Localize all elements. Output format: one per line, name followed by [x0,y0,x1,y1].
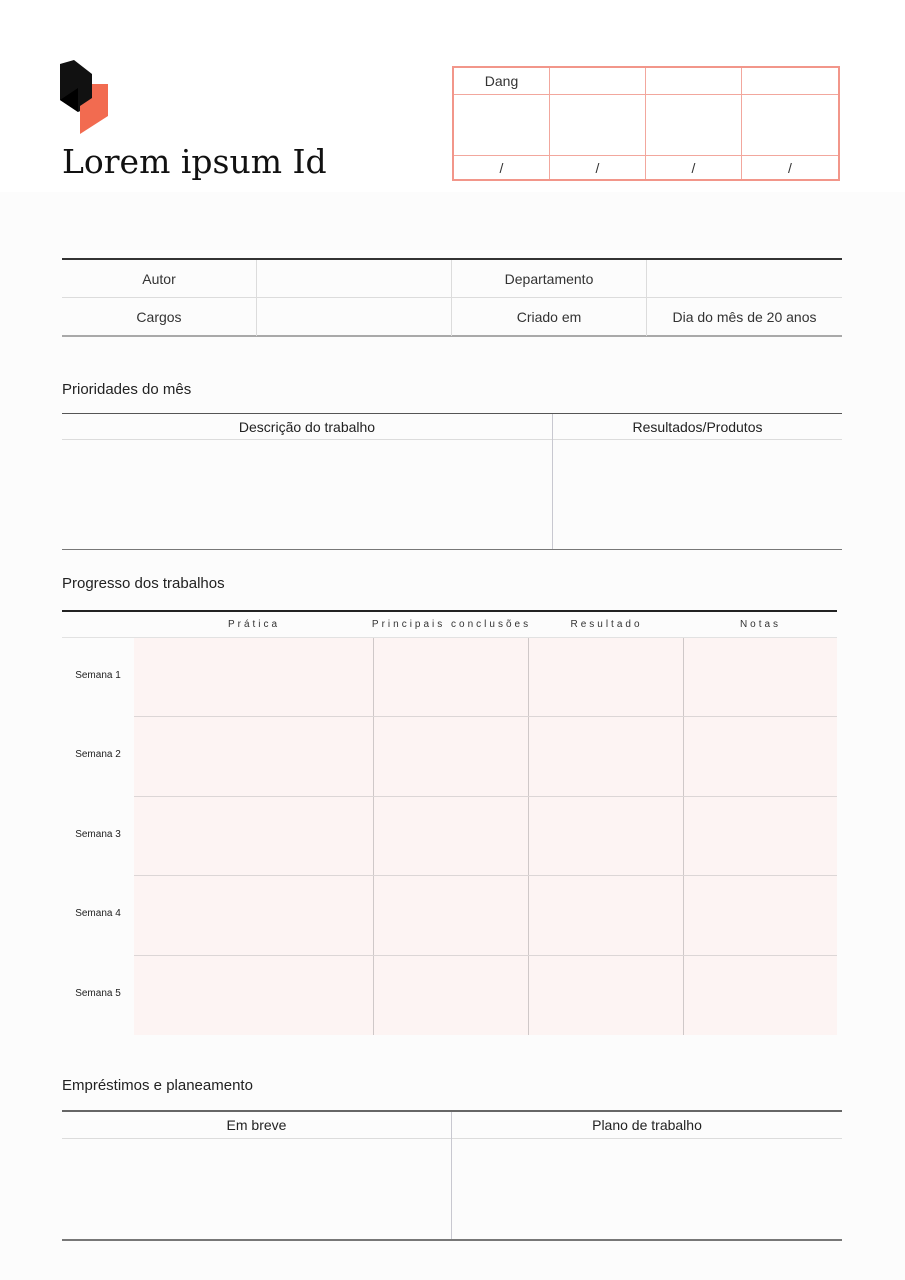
stamp-date-cell[interactable]: / [550,156,646,179]
column-header: Resultados/Produtos [553,414,842,440]
column-header: Em breve [62,1112,451,1139]
stamp-signature-cell[interactable] [646,95,742,156]
column-header: Plano de trabalho [452,1112,842,1139]
info-table [62,258,842,337]
loans-table [62,1110,842,1241]
stamp-header-cell [550,68,646,95]
stamp-signature-cell[interactable] [454,95,550,156]
week-label: Semana 1 [75,670,121,681]
progress-title: Progresso dos trabalhos [62,575,225,592]
author-value[interactable] [257,260,452,298]
role-label: Cargos [62,298,257,336]
document-title: Lorem ipsum Id [62,142,327,181]
role-value[interactable] [257,298,452,336]
department-label: Departamento [452,260,647,298]
work-plan-cell[interactable] [452,1139,842,1239]
column-divider [373,638,374,1035]
column-header: Descrição do trabalho [62,414,552,440]
stamp-header-cell [646,68,742,95]
stamp-header-cell [742,68,838,95]
week-label: Semana 5 [75,988,121,999]
author-label: Autor [62,260,257,298]
row-divider [134,796,837,797]
stamp-date-cell[interactable]: / [788,159,792,176]
results-cell[interactable] [553,440,842,549]
column-header: Notas [739,619,782,630]
upcoming-cell[interactable] [62,1139,451,1239]
stamp-date-cell[interactable]: / [454,156,550,179]
created-value[interactable]: Dia do mês de 20 anos [672,309,817,325]
column-header: Principais conclusões [371,619,532,630]
stamp-signature-cell[interactable] [742,95,838,156]
loans-title: Empréstimos e planeamento [62,1077,253,1094]
approval-stamp-grid [452,66,840,181]
description-cell[interactable] [62,440,552,549]
stacked-cubes-logo-icon [60,60,112,136]
stamp-signature-cell[interactable] [550,95,646,156]
row-divider [134,716,837,717]
week-label: Semana 3 [75,829,121,840]
stamp-header-cell: Dang [454,68,550,95]
column-divider [528,638,529,1035]
priorities-title: Prioridades do mês [62,381,192,398]
created-label: Criado em [452,298,647,336]
row-divider [134,955,837,956]
week-label: Semana 4 [75,908,121,919]
column-divider [683,638,684,1035]
priorities-table [62,413,842,550]
column-header: Resultado [570,619,643,630]
stamp-date-cell[interactable]: / [646,156,742,179]
progress-grid[interactable] [134,638,837,1035]
department-value[interactable] [647,260,842,298]
row-divider [134,875,837,876]
column-header: Prática [227,619,281,630]
week-label: Semana 2 [75,749,121,760]
